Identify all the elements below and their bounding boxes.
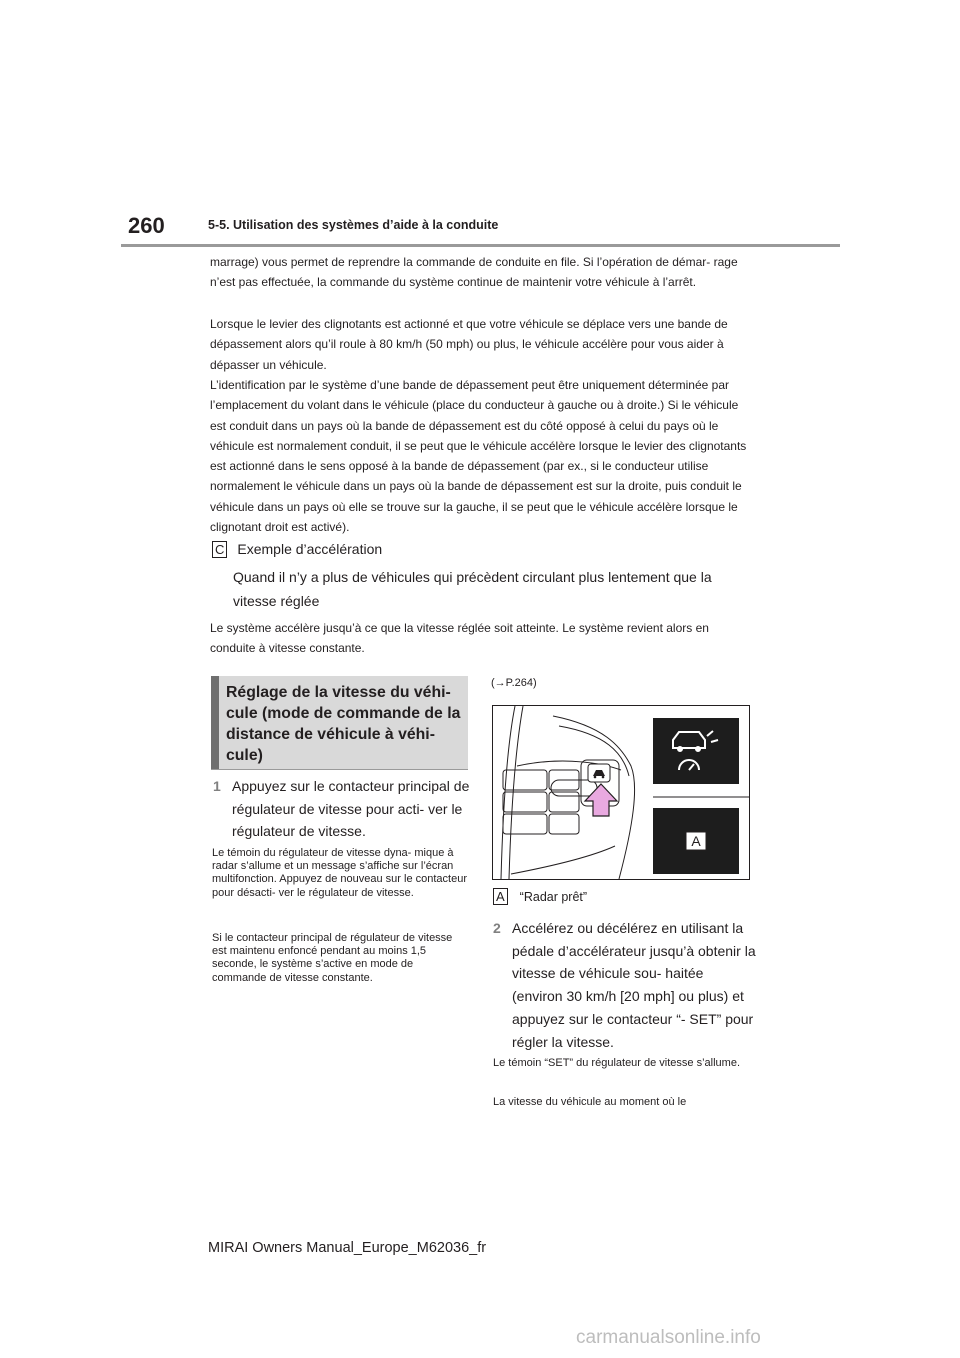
note-indicator: Le témoin du régulateur de vitesse dyna- mique à radar s’allume et un message s’affiche sur l’écran multifonction. Appuyez de nouveau sur le contacteur pour désacti- ver le régulateur de vitesse. bbox=[212, 847, 467, 899]
paragraph-restart: marrage) vous permet de reprendre la commande de conduite en file. Si l’opération de démar- rage n’est pas effectuée, la commande du système continue de maintenir votre véhicule à l’arrêt. bbox=[210, 255, 738, 290]
caption-text: “Radar prêt” bbox=[519, 890, 588, 904]
page-reference: (→P.264) bbox=[491, 677, 537, 689]
steering-switch-figure bbox=[492, 705, 750, 880]
radar-switch-icon bbox=[588, 764, 610, 782]
step-2 bbox=[493, 917, 757, 1053]
figure-label: A bbox=[691, 833, 701, 849]
note-speed: La vitesse du véhicule au moment où le bbox=[493, 1096, 687, 1108]
step-1-number: 1 bbox=[213, 778, 221, 794]
page-number: 260 bbox=[128, 213, 165, 238]
example-heading bbox=[212, 541, 382, 558]
example-title: Exemple d’accélération bbox=[237, 541, 383, 557]
footer-manual-name: MIRAI Owners Manual_Europe_M62036_fr bbox=[208, 1240, 487, 1256]
paragraph-acceleration: Le système accélère jusqu’à ce que la vitesse réglée soit atteinte. Le système revient alors en conduite à vitesse constante. bbox=[210, 621, 709, 656]
figure-caption bbox=[493, 888, 587, 905]
label-a: A bbox=[493, 888, 508, 905]
label-c: C bbox=[212, 541, 227, 558]
section-heading: Réglage de la vitesse du véhi- cule (mode de commande de la distance de véhicule à véhi- cule) bbox=[226, 684, 461, 764]
note-set-indicator: Le témoin “SET” du régulateur de vitesse s’allume. bbox=[493, 1057, 741, 1069]
example-lead: Quand il n’y a plus de véhicules qui précèdent circulant plus lentement que la vitesse réglée bbox=[233, 569, 712, 609]
paragraph-overtaking: Lorsque le levier des clignotants est actionné et que votre véhicule se déplace vers une bande de dépassement alors qu’il roule à 80 km/h (50 mph) ou plus, le véhicule accélère pour vous aider à dépasser un véhicule. bbox=[210, 317, 728, 372]
figure-illustration bbox=[493, 706, 749, 879]
heading-divider bbox=[211, 769, 468, 770]
section-title: 5-5. Utilisation des systèmes d’aide à la conduite bbox=[208, 218, 499, 232]
step-1-text: Appuyez sur le contacteur principal de régulateur de vitesse pour acti- ver le régulateur de vitesse. bbox=[232, 778, 470, 839]
note-hold-switch: Si le contacteur principal de régulateur de vitesse est maintenu enfoncé pendant au moins 1,5 seconde, le système s’active en mode de commande de vitesse constante. bbox=[212, 932, 453, 984]
paragraph-lane-identification: L’identification par le système d’une bande de dépassement peut être uniquement déterminée par l’emplacement du volant dans le véhicule (place du conducteur à gauche ou à droite.) Si le véhicule est conduit dans un pays où la bande de dépassement est du côté opposé à celui du pays où le véhicule est normalement conduit, il se peut que le véhicule accélère lorsque le levier des clignotants est actionné dans le sens opposé à la bande de dépassement (par ex., si le conducteur utilise normalement le véhicule dans un pays où la bande de dépassement est sur la droite, puis conduit le véhicule dans un pays où elle se trouve sur la gauche, il se peut que le véhicule accélère lorsque le clignotant droit est activé). bbox=[210, 378, 747, 535]
header-divider bbox=[121, 244, 840, 247]
section-heading-box bbox=[211, 676, 468, 769]
up-arrow-icon bbox=[585, 784, 617, 816]
watermark: carmanualsonline.info bbox=[576, 1327, 761, 1348]
step-2-number: 2 bbox=[493, 920, 501, 936]
steering-wheel-outline bbox=[501, 706, 635, 879]
step-2-text: Accélérez ou décélérez en utilisant la pédale d’accélérateur jusqu’à obtenir la vitesse de véhicule sou- haitée (environ 30 km/h [20 mph] ou plus) et appuyez sur le contacteur “- SET” pour régler la vitesse. bbox=[512, 920, 756, 1050]
step-1 bbox=[213, 775, 472, 843]
